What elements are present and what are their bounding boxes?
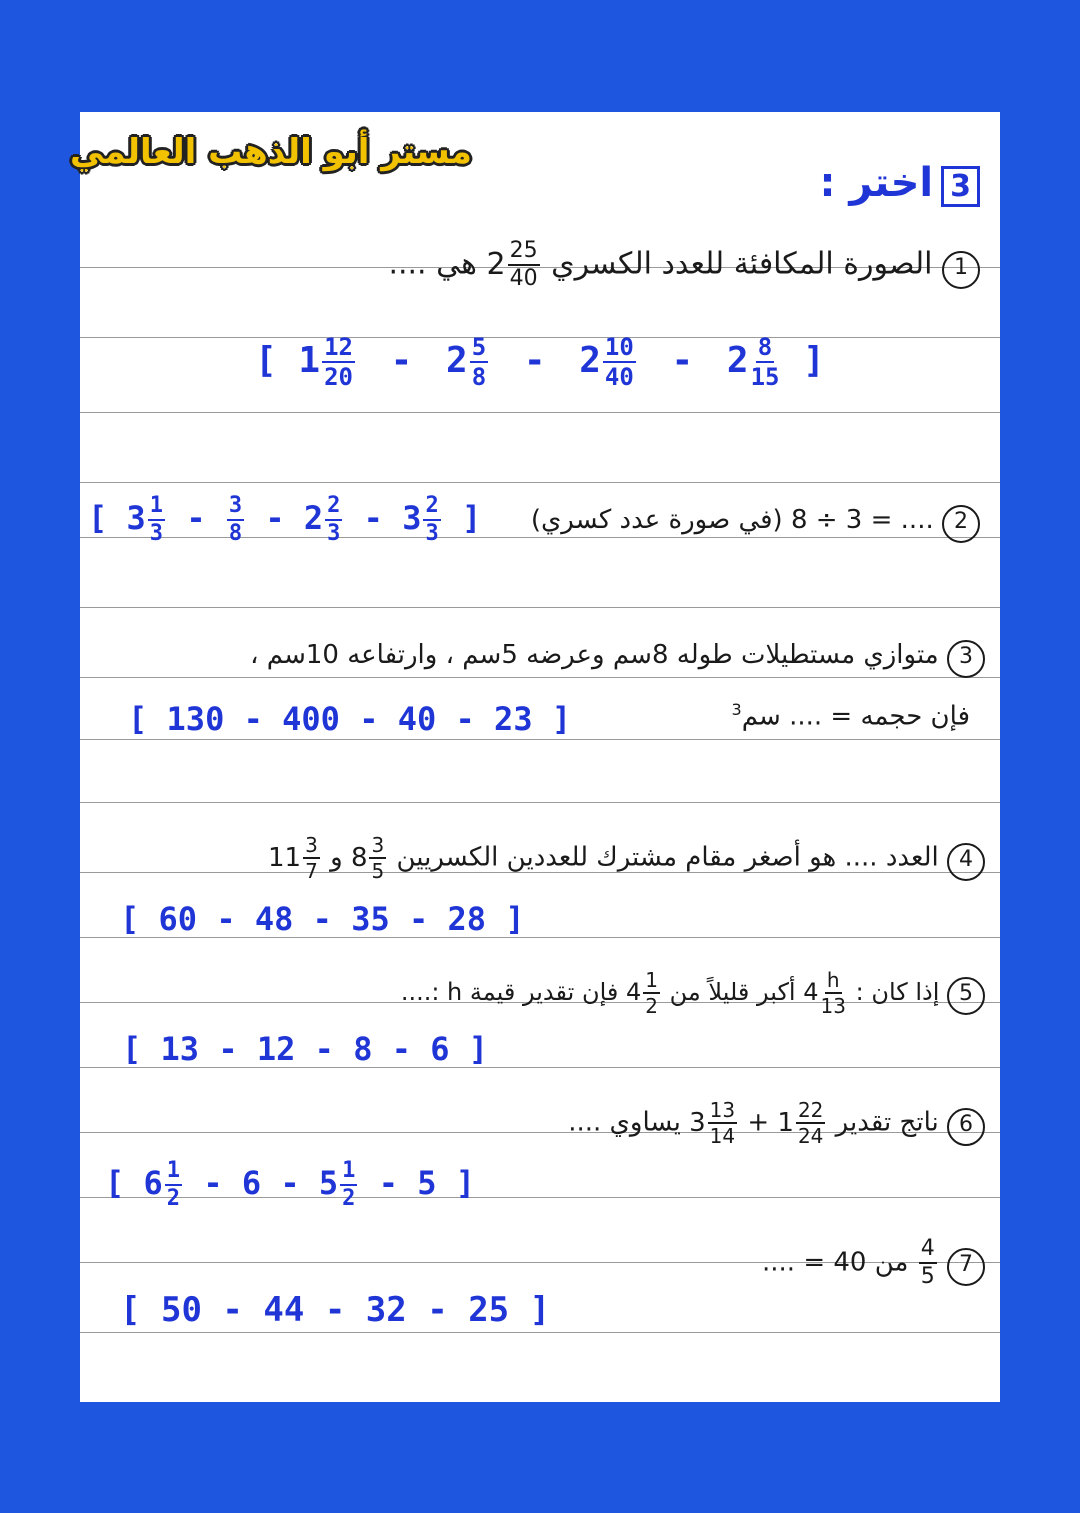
- question-1-number: 1: [942, 251, 980, 289]
- choice[interactable]: 50: [160, 1290, 202, 1330]
- choice[interactable]: 23: [494, 700, 533, 738]
- choice[interactable]: 3 $\frac{1}{3}$: [126, 493, 164, 546]
- question-3-line-1: [250, 640, 985, 678]
- question-4: 4 العدد .... هو أصغر مقام مشترك للعددين الكسريين 8 $\frac{3}{5}$ و 11 $\frac{3}{7}$: [268, 835, 985, 881]
- choice[interactable]: 28: [447, 900, 487, 938]
- question-3-line-2: فإن حجمه = .... سم$^3$: [731, 700, 970, 732]
- question-4-number: 4: [947, 843, 985, 881]
- question-6-number: 6: [947, 1108, 985, 1146]
- question-3-number: 3: [947, 640, 985, 678]
- choice[interactable]: 12: [256, 1030, 296, 1068]
- question-7: 7 $\frac{4}{5}$ من 40 = ....: [762, 1238, 985, 1288]
- choice[interactable]: 400: [282, 700, 340, 738]
- choice[interactable]: 1 $\frac{12}{20}$: [298, 333, 353, 391]
- question-2-text: (في صورة عدد كسري): [530, 505, 783, 535]
- question-1: [388, 240, 980, 290]
- question-6-choices: [ 6 $\frac{1}{2}$ - 6 - 5 $\frac{1}{2}$ - 5 ]: [105, 1158, 476, 1211]
- choice[interactable]: 130: [166, 700, 225, 738]
- choice[interactable]: 2 $\frac{8}{15}$: [726, 333, 780, 391]
- question-5: 5 إذا كان : 4 $\frac{h}{13}$ أكبر قليلاً من 4 $\frac{1}{2}$ فإن تقدير قيمة h :....: [401, 970, 985, 1016]
- choice[interactable]: $\frac{3}{8}$: [228, 493, 243, 546]
- choice[interactable]: 35: [351, 900, 390, 938]
- question-1-mixed-number: 2 $\frac{25}{40}$: [486, 238, 538, 291]
- choice[interactable]: 2 $\frac{10}{40}$: [579, 333, 634, 391]
- choice[interactable]: 8: [353, 1030, 373, 1068]
- question-7-number: 7: [947, 1248, 985, 1286]
- question-5-choices: [ 13 - 12 - 8 - 6 ]: [122, 1030, 489, 1068]
- question-3-choices: [ 130 - 400 - 40 - 23 ]: [128, 700, 572, 738]
- section-title: اختر :: [819, 160, 934, 206]
- question-4-text: العدد .... هو أصغر مقام مشترك للعددين الكسريين: [396, 842, 939, 873]
- choice[interactable]: 60: [158, 900, 198, 938]
- choice[interactable]: 25: [468, 1290, 510, 1330]
- choice[interactable]: 6: [430, 1030, 450, 1068]
- question-1-choices: [ 1 $\frac{12}{20}$ - 2 $\frac{5}{8}$ - 2 $\frac{10}{40}$ - 2 $\frac{8}{15}$ ]: [255, 333, 825, 391]
- choice[interactable]: 5 $\frac{1}{2}$: [318, 1158, 356, 1211]
- question-7-choices: [ 50 - 44 - 32 - 25 ]: [120, 1290, 551, 1330]
- choice[interactable]: 2 $\frac{5}{8}$: [446, 333, 487, 391]
- question-2: [531, 505, 980, 543]
- question-4-choices: [ 60 - 48 - 35 - 28 ]: [120, 900, 525, 938]
- question-1-text: الصورة المكافئة للعدد الكسري: [551, 246, 933, 282]
- choice[interactable]: 48: [254, 900, 294, 938]
- choice[interactable]: 32: [365, 1290, 407, 1330]
- choice[interactable]: 40: [397, 700, 437, 738]
- choice[interactable]: 3 $\frac{2}{3}$: [402, 493, 439, 546]
- question-2-expression: 8 ÷ 3 = ....: [790, 505, 934, 535]
- question-5-number: 5: [947, 977, 985, 1015]
- author-logo: مستر أبو الذهب العالمي: [70, 132, 472, 172]
- choice[interactable]: 5: [417, 1164, 437, 1202]
- choice[interactable]: 6 $\frac{1}{2}$: [143, 1158, 181, 1211]
- section-number: 3: [941, 166, 980, 207]
- question-3-text: متوازي مستطيلات طوله 8سم وعرضه 5سم ، وارتفاعه 10سم ،: [250, 640, 939, 670]
- choice[interactable]: 13: [160, 1030, 200, 1068]
- section-header: [819, 160, 980, 207]
- question-1-tail: هي ....: [388, 246, 477, 282]
- choice[interactable]: 44: [263, 1290, 305, 1330]
- choice[interactable]: 6: [241, 1164, 262, 1202]
- question-6: 6 ناتج تقدير 1 $\frac{22}{24}$ + 3 $\frac{13}{14}$ يساوي ....: [568, 1100, 985, 1146]
- question-2-number: 2: [942, 505, 980, 543]
- choice[interactable]: 2 $\frac{2}{3}$: [303, 493, 341, 546]
- question-2-choices: [ 3 $\frac{1}{3}$ - $\frac{3}{8}$ - 2 $\frac{2}{3}$ - 3 $\frac{2}{3}$ ]: [88, 493, 482, 546]
